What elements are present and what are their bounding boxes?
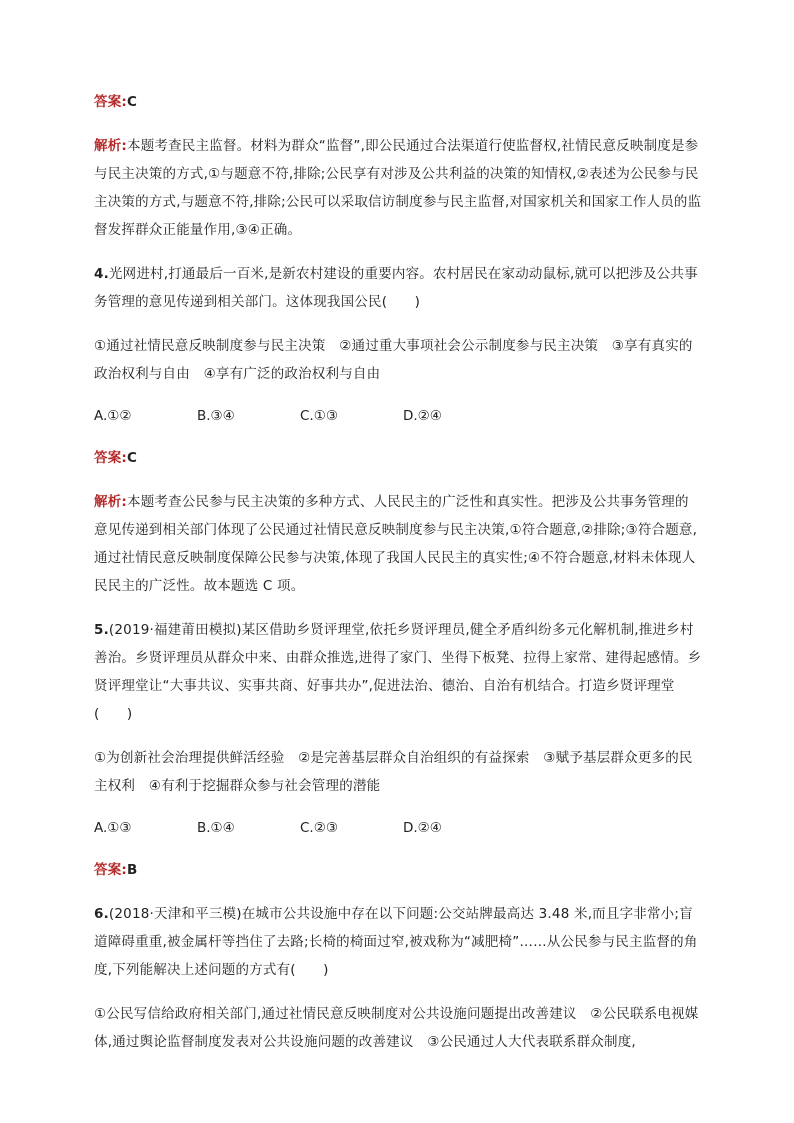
answer-line-q3: [94, 88, 702, 116]
option-b: B.①④: [197, 820, 235, 836]
answer-label: 答案:: [94, 94, 127, 110]
analysis-label: 解析:: [94, 494, 127, 510]
choices-q4: ①通过社情民意反映制度参与民主决策 ②通过重大事项社会公示制度参与民主决策 ③享有真实的政治权利与自由 ④享有广泛的政治权利与自由: [94, 338, 693, 382]
analysis-text: 本题考查公民参与民主决策的多种方式、人民民主的广泛性和真实性。把涉及公共事务管理的意见传递到相关部门体现了公民通过社情民意反映制度参与民主决策,①符合题意,②排除;③符合题意,通过社情民意反映制度保障公民参与决策,体现了我国人民民主的真实性;④不符合题意,材料未体现人民民主的广泛性。故本题选 C 项。: [94, 494, 698, 594]
options-q5: [94, 814, 702, 842]
question-stem: (2018·天津和平三模)在城市公共设施中存在以下问题:公交站牌最高达 3.48 米,而且字非常小;盲道障碍重重,被金属杆等挡住了去路;长椅的椅面过窄,被戏称为“减肥椅”……从公民参与民主监督的角度,下列能解决上述问题的方式有( ): [94, 906, 698, 978]
option-d: D.②④: [403, 408, 442, 424]
analysis-q3: [94, 132, 702, 244]
document-page: [94, 78, 702, 1056]
answer-value: C: [127, 450, 138, 466]
question-stem: 光网进村,打通最后一百米,是新农村建设的重要内容。农村居民在家动动鼠标,就可以把涉及公共事务管理的意见传递到相关部门。这体现我国公民( ): [94, 266, 698, 310]
question-6: [94, 900, 702, 984]
choices-q5: ①为创新社会治理提供鲜活经验 ②是完善基层群众自治组织的有益探索 ③赋予基层群众更多的民主权利 ④有利于挖掘群众参与社会管理的潜能: [94, 750, 693, 794]
answer-label: 答案:: [94, 450, 127, 466]
question-number: 6.: [94, 906, 109, 922]
option-a: A.①③: [94, 820, 132, 836]
question-4: [94, 260, 702, 316]
option-b: B.③④: [197, 408, 235, 424]
option-c: C.①③: [300, 408, 338, 424]
options-q4: [94, 402, 702, 430]
analysis-text: 本题考查民主监督。材料为群众“监督”,即公民通过合法渠道行使监督权,社情民意反映制度是参与民主决策的方式,①与题意不符,排除;公民享有对涉及公共利益的决策的知情权,②表述为公民参与民主决策的方式,与题意不符,排除;公民可以采取信访制度参与民主监督,对国家机关和国家工作人员的监督发挥群众正能量作用,③④正确。: [94, 138, 702, 238]
analysis-label: 解析:: [94, 138, 127, 154]
question-number: 5.: [94, 622, 109, 638]
answer-label: 答案:: [94, 862, 127, 878]
question-5: [94, 616, 702, 728]
question-stem: (2019·福建莆田模拟)某区借助乡贤评理堂,依托乡贤评理员,健全矛盾纠纷多元化解机制,推进乡村善治。乡贤评理员从群众中来、由群众推选,进得了家门、坐得下板凳、拉得上家常、建得起感情。乡贤评理堂让“大事共议、实事共商、好事共办”,促进法治、德治、自治有机结合。打造乡贤评理堂( ): [94, 622, 702, 722]
analysis-q4: [94, 488, 702, 600]
option-c: C.②③: [300, 820, 338, 836]
answer-value: C: [127, 94, 138, 110]
answer-line-q4: [94, 444, 702, 472]
choices-q6: ①公民写信给政府相关部门,通过社情民意反映制度对公共设施问题提出改善建议 ②公民联系电视媒体,通过舆论监督制度发表对公共设施问题的改善建议 ③公民通过人大代表联系群众制度,: [94, 1006, 699, 1050]
answer-line-q5: [94, 856, 702, 884]
answer-value: B: [127, 862, 138, 878]
option-d: D.②④: [403, 820, 442, 836]
question-number: 4.: [94, 266, 109, 282]
option-a: A.①②: [94, 408, 132, 424]
